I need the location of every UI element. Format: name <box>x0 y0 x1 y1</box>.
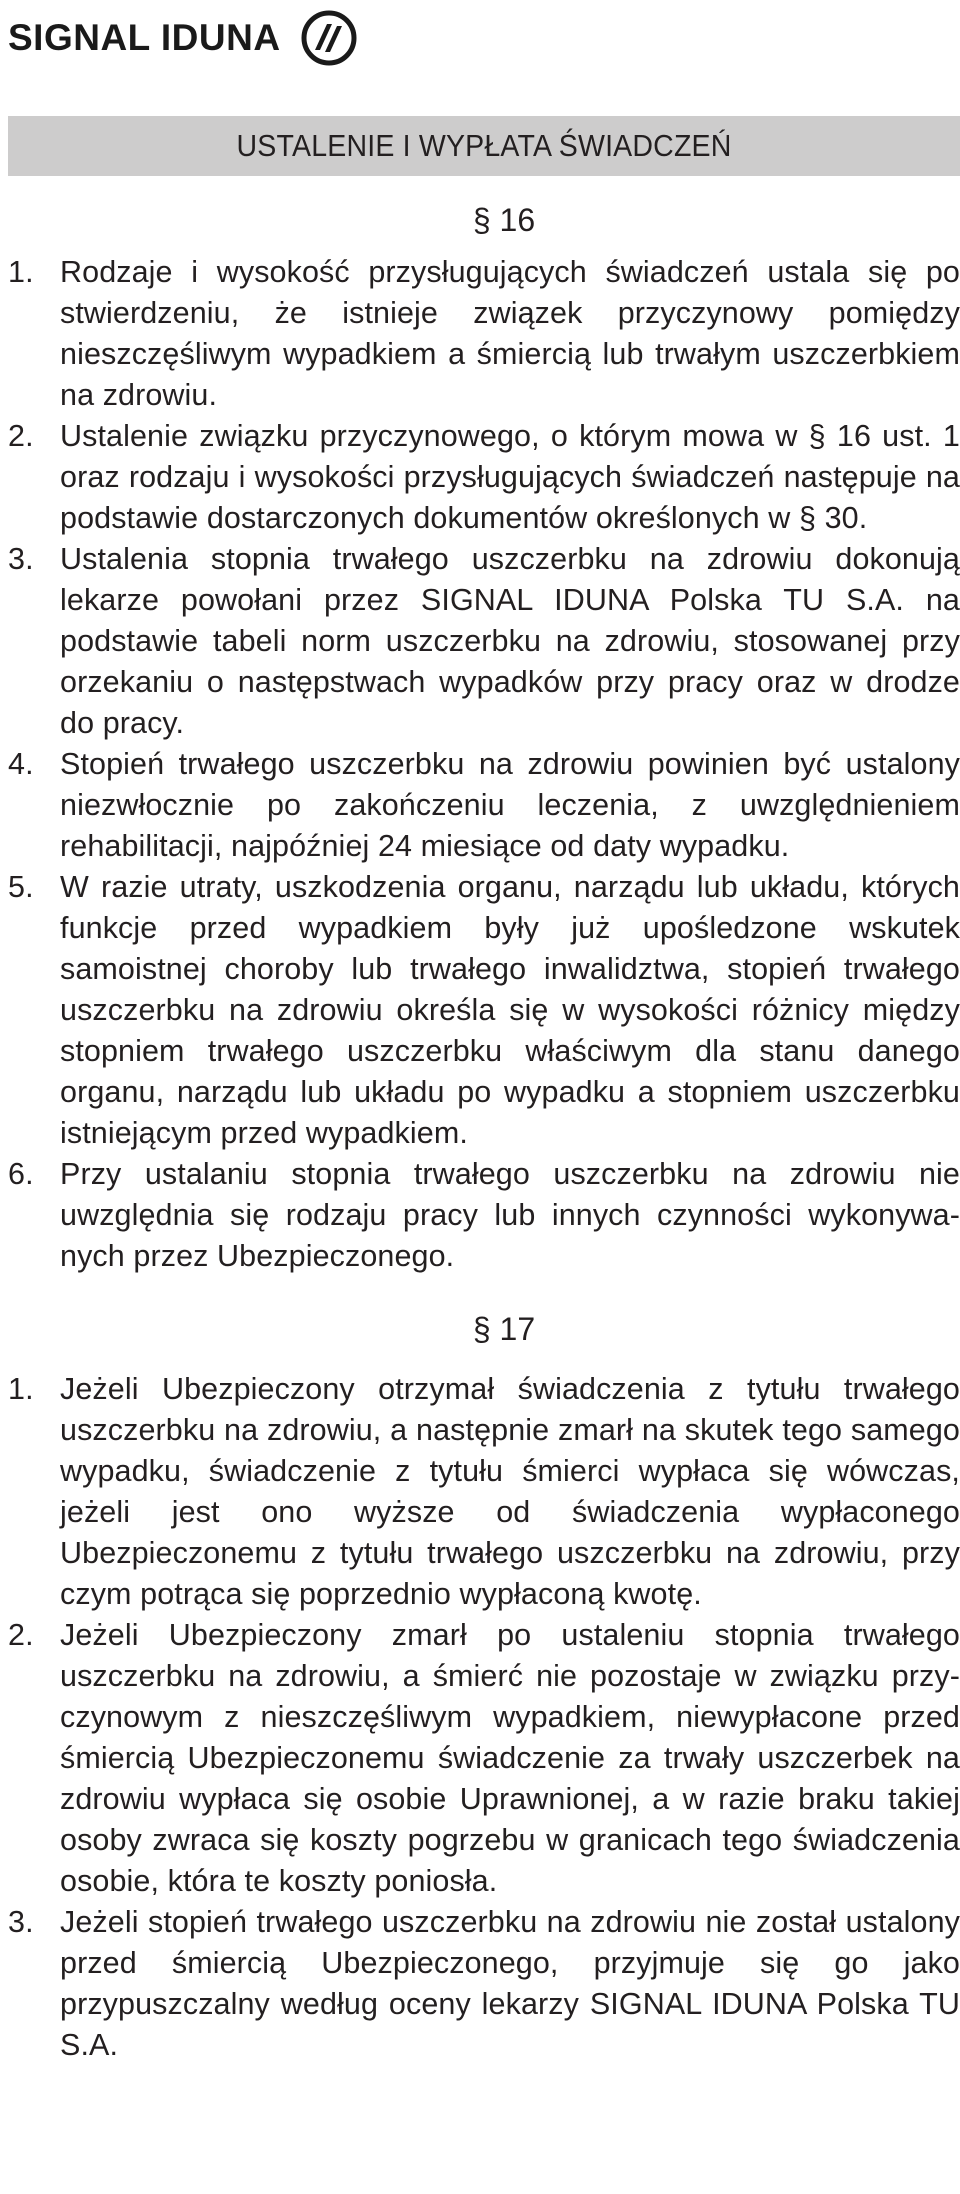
item-text: Stopień trwałego uszczerbku na zdrowiu powinien być ustalony niezwłocznie po zakończeniu leczenia, z uwzględnieniem rehabilitacji, najpóźniej 24 miesiące od daty wypadku. <box>60 747 960 863</box>
list-item <box>8 1154 960 1277</box>
item-number: 4. <box>8 747 34 781</box>
item-number: 2. <box>8 1618 34 1652</box>
item-text: W razie utraty, uszkodzenia organu, narządu lub układu, których funkcje przed wypadkiem były już upośledzone wskutek samoistnej choroby lub trwałego inwalidztwa, stopień trwałego uszczerbku na zdrowiu określa się w wysokości różnicy między stopniem trwałego uszczerbku właściwym dla stanu danego organu, narządu lub układu po wypadku a stopniem uszczerbku istniejącym przed wypadkiem. <box>60 870 960 1150</box>
item-text: Jeżeli stopień trwałego uszczerbku na zdrowiu nie został ustalony przed śmiercią Ubezpieczonego, przyjmuje się go jako przypuszczalny według oceny lekarzy SIGNAL IDUNA Polska TU S.A. <box>60 1905 960 2062</box>
paragraph-heading-17: § 17 <box>472 1311 536 1347</box>
list-item <box>8 744 960 867</box>
section-title: USTALENIE I WYPŁATA ŚWIADCZEŃ <box>236 128 732 163</box>
list-item <box>8 1615 960 1902</box>
list-item <box>8 1902 960 2066</box>
signal-iduna-logo-icon <box>301 10 357 66</box>
brand-logo <box>8 8 357 68</box>
item-number: 2. <box>8 419 34 453</box>
item-text: Ustalenie związku przyczynowego, o którym mowa w § 16 ust. 1 oraz rodzaju i wysokości przysługujących świadczeń następuje na podstawie dostarczonych dokumentów określonych w § 30. <box>60 419 960 535</box>
item-number: 1. <box>8 1372 34 1406</box>
brand-name: SIGNAL IDUNA <box>8 17 281 58</box>
item-text: Jeżeli Ubezpieczony otrzymał świadczenia z tytułu trwałego uszczerbku na zdrowiu, a następnie zmarł na skutek tego samego wypadku, świadczenie z tytułu śmierci wypłaca się wówczas, jeżeli jest ono wyższe od świadczenia wypłaconego Ubezpieczonemu z tytułu trwałego uszczerbku na zdrowiu, przy czym potrąca się poprzednio wypłaconą kwotę. <box>60 1372 960 1611</box>
item-number: 3. <box>8 1905 34 1939</box>
list-item <box>8 416 960 539</box>
list-item <box>8 867 960 1154</box>
document-body <box>8 188 960 2066</box>
item-text: Przy ustalaniu stopnia trwałego uszczerbku na zdrowiu nie uwzględnia się rodzaju pracy lub innych czynności wykonywa-nych przez Ubezpieczonego. <box>60 1157 960 1273</box>
list-item <box>8 252 960 416</box>
item-number: 3. <box>8 542 34 576</box>
item-text: Jeżeli Ubezpieczony zmarł po ustaleniu stopnia trwałego uszczerbku na zdrowiu, a śmierć nie pozostaje w związku przy-czynowym z nieszczęśliwym wypadkiem, niewypłacone przed śmiercią Ubezpieczonemu świadczenie za trwały uszczerbek na zdrowiu wypłaca się osobie Uprawnionej, a w razie braku takiej osoby zwraca się koszty pogrzebu w granicach tego świadczenia osobie, która te koszty poniosła. <box>60 1618 960 1898</box>
paragraph-heading-16: § 16 <box>472 202 536 238</box>
item-text: Ustalenia stopnia trwałego uszczerbku na zdrowiu dokonują lekarze powołani przez SIGNAL IDUNA Polska TU S.A. na podstawie tabeli norm uszczerbku na zdrowiu, stosowanej przy orzekaniu o następstwach wypadków przy pracy oraz w drodze do pracy. <box>60 542 960 740</box>
item-number: 1. <box>8 255 34 289</box>
item-number: 6. <box>8 1157 34 1191</box>
list-item <box>8 539 960 744</box>
item-number: 5. <box>8 870 34 904</box>
list-item <box>8 1369 960 1615</box>
section-banner <box>8 116 960 176</box>
item-text: Rodzaje i wysokość przysługujących świadczeń ustala się po stwierdzeniu, że istnieje związek przyczynowy pomiędzy nieszczęśliwym wypadkiem a śmiercią lub trwałym uszczerbkiem na zdrowiu. <box>60 255 960 412</box>
